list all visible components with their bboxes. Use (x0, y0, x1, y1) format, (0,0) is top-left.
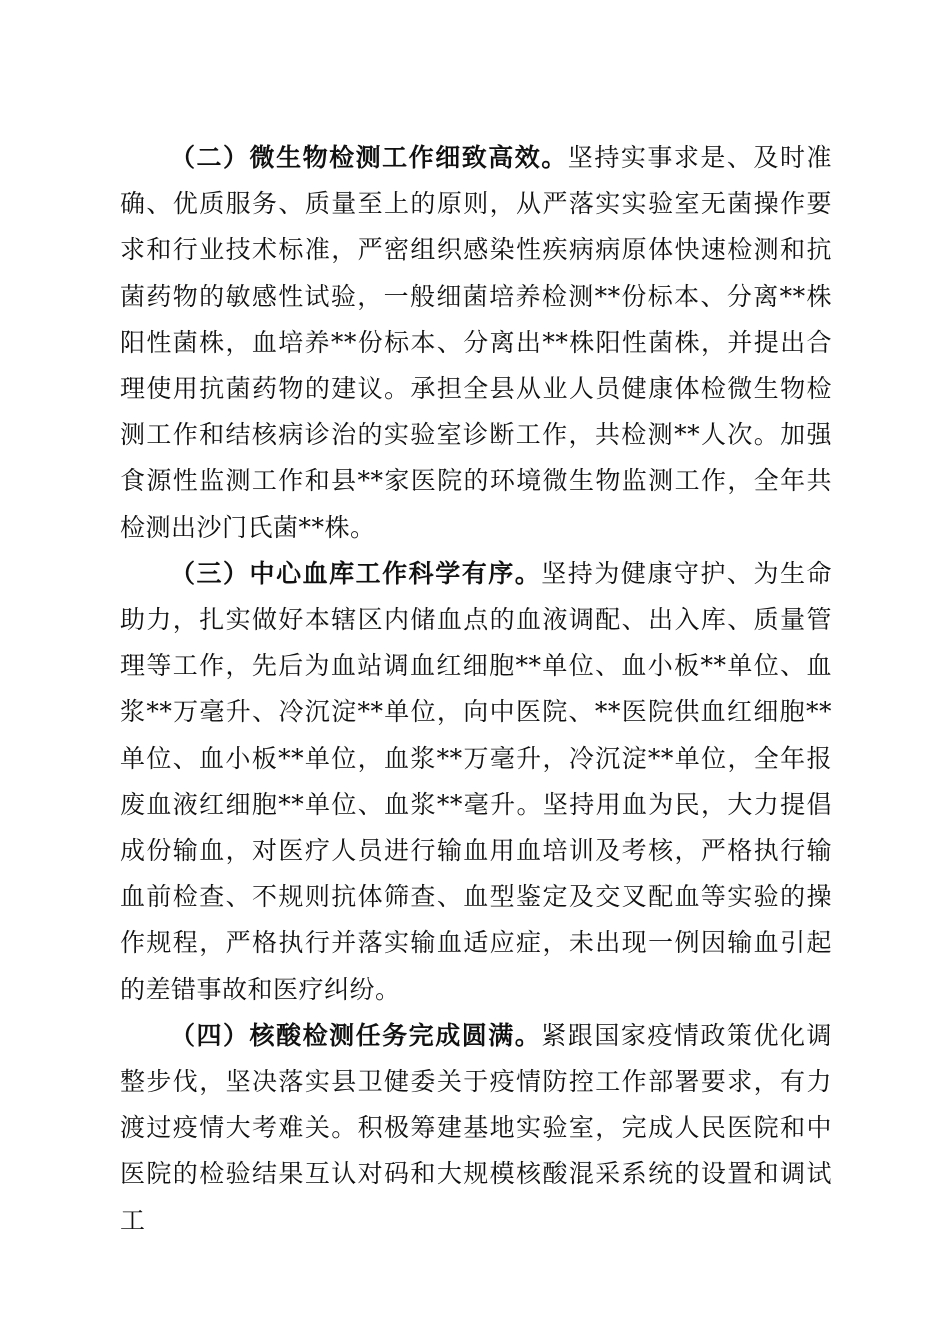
section-heading-blood-bank: （三）中心血库工作科学有序。 (170, 558, 542, 588)
section-heading-nucleic-acid: （四）核酸检测任务完成圆满。 (170, 1020, 542, 1050)
paragraph-microbiology (120, 135, 832, 551)
paragraph-text-microbiology: 坚持实事求是、及时准确、优质服务、质量至上的原则，从严落实实验室无菌操作要求和行业技术标准，严密组织感染性疾病病原体快速检测和抗菌药物的敏感性试验，一般细菌培养检测**份标本、分离**株阳性菌株，血培养**份标本、分离出**株阳性菌株，并提出合理使用抗菌药物的建议。承担全县从业人员健康体检微生物检测工作和结核病诊治的实验室诊断工作，共检测**人次。加强食源性监测工作和县**家医院的环境微生物监测工作，全年共检测出沙门氏菌**株。 (120, 143, 832, 542)
paragraph-text-nucleic-acid: 紧跟国家疫情政策优化调整步伐，坚决落实县卫健委关于疫情防控工作部署要求，有力渡过疫情大考难关。积极筹建基地实验室，完成人民医院和中医院的检验结果互认对码和大规模核酸混采系统的设置和调试工 (120, 1020, 832, 1235)
paragraph-nucleic-acid (120, 1013, 832, 1244)
paragraph-text-blood-bank: 坚持为健康守护、为生命助力，扎实做好本辖区内储血点的血液调配、出入库、质量管理等工作，先后为血站调血红细胞**单位、血小板**单位、血浆**万毫升、冷沉淀**单位，向中医院、**医院供血红细胞**单位、血小板**单位，血浆**万毫升，冷沉淀**单位，全年报废血液红细胞**单位、血浆**毫升。坚持用血为民，大力提倡成份输血，对医疗人员进行输血用血培训及考核，严格执行输血前检查、不规则抗体筛查、血型鉴定及交叉配血等实验的操作规程，严格执行并落实输血适应症，未出现一例因输血引起的差错事故和医疗纠纷。 (120, 558, 832, 1004)
section-heading-microbiology: （二）微生物检测工作细致高效。 (170, 143, 568, 172)
document-body (120, 135, 832, 1244)
paragraph-blood-bank (120, 551, 832, 1013)
